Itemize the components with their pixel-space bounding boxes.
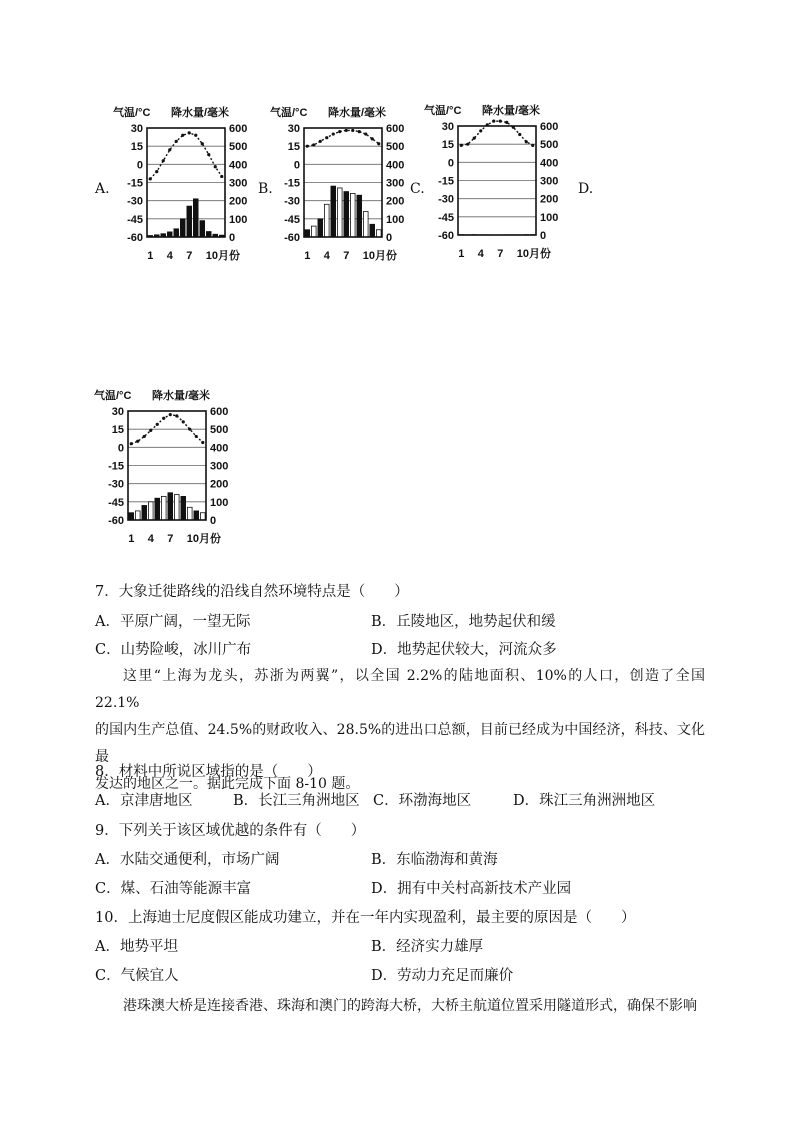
- precipitation-bar: [187, 507, 192, 520]
- temperature-point: [531, 144, 534, 147]
- temperature-tick-label: -30: [127, 195, 143, 208]
- precipitation-tick-label: 400: [386, 159, 405, 172]
- precipitation-bar: [135, 511, 140, 520]
- precipitation-axis-title: 降水量/毫米: [171, 107, 230, 119]
- precipitation-bar: [370, 224, 375, 237]
- month-tick-label: 10月份: [186, 533, 221, 545]
- precipitation-tick-label: 100: [210, 496, 229, 509]
- temperature-tick-label: 15: [111, 424, 124, 437]
- temperature-point: [175, 414, 178, 417]
- temperature-line: [150, 133, 222, 179]
- question-10-stem: 10．上海迪士尼度假区能成功建立，并在一年内实现盈利，最主要的原因是（ ）: [95, 910, 636, 926]
- precipitation-axis-title: 降水量/毫米: [152, 390, 211, 402]
- temperature-tick-label: 30: [287, 123, 300, 135]
- temperature-axis-title: 气温/°C: [424, 105, 462, 117]
- temperature-point: [505, 121, 508, 124]
- temperature-line: [307, 130, 379, 146]
- temperature-point: [351, 129, 354, 132]
- month-tick-label: 1: [458, 248, 465, 260]
- temperature-point: [130, 442, 133, 445]
- precipitation-bar: [200, 221, 205, 237]
- q7-option-b[interactable]: B．丘陵地区，地势起伏和缓: [371, 614, 556, 630]
- temperature-tick-label: 15: [130, 141, 143, 154]
- month-tick-label: 10月份: [362, 250, 397, 262]
- temperature-axis-title: 气温/°C: [94, 390, 132, 402]
- precipitation-axis-title: 降水量/毫米: [328, 107, 387, 119]
- temperature-tick-label: 15: [441, 139, 454, 152]
- temperature-point: [169, 413, 172, 416]
- temperature-point: [306, 145, 309, 148]
- temperature-point: [201, 142, 204, 145]
- precipitation-tick-label: 0: [229, 232, 236, 244]
- precipitation-bar: [331, 186, 336, 237]
- temperature-point: [181, 134, 184, 137]
- month-tick-label: 4: [147, 533, 154, 545]
- precipitation-bar: [181, 496, 186, 520]
- temperature-point: [338, 130, 341, 133]
- precipitation-tick-label: 100: [540, 211, 559, 224]
- precipitation-tick-label: 600: [540, 121, 559, 133]
- precipitation-bar: [193, 199, 198, 237]
- month-tick-label: 4: [477, 248, 484, 260]
- temperature-tick-label: 0: [117, 442, 124, 455]
- temperature-point: [358, 130, 361, 133]
- precipitation-tick-label: 500: [229, 141, 248, 154]
- temperature-point: [312, 143, 315, 146]
- precipitation-bar: [161, 496, 166, 520]
- temperature-point: [525, 140, 528, 143]
- temperature-tick-label: -60: [108, 515, 124, 527]
- temperature-tick-label: -30: [284, 195, 300, 208]
- precipitation-tick-label: 300: [210, 460, 229, 473]
- temperature-tick-label: -60: [284, 232, 300, 244]
- temperature-point: [143, 435, 146, 438]
- temperature-tick-label: -30: [108, 478, 124, 491]
- precipitation-bar: [168, 493, 173, 520]
- precipitation-tick-label: 300: [229, 177, 248, 190]
- month-tick-label: 1: [304, 250, 311, 262]
- temperature-point: [220, 175, 223, 178]
- precipitation-bar: [311, 226, 316, 237]
- precipitation-bar: [318, 219, 323, 237]
- precipitation-bar: [200, 513, 205, 520]
- precipitation-bar: [148, 502, 153, 520]
- q10-option-d[interactable]: D．劳动力充足而廉价: [371, 968, 514, 984]
- temperature-tick-label: -15: [127, 177, 143, 190]
- climate-chart-b: [270, 102, 415, 262]
- temperature-tick-label: 15: [287, 141, 300, 154]
- temperature-tick-label: -60: [438, 230, 454, 242]
- month-tick-label: 4: [323, 250, 330, 262]
- precipitation-bar: [363, 212, 368, 237]
- passage-hzmb-line-1: 港珠澳大桥是连接香港、珠海和澳门的跨海大桥，大桥主航道位置采用隧道形式，确保不影响: [123, 998, 697, 1014]
- temperature-line: [461, 121, 533, 145]
- precipitation-bar: [337, 188, 342, 237]
- temperature-tick-label: 0: [447, 157, 454, 170]
- precipitation-tick-label: 300: [540, 175, 559, 188]
- month-tick-label: 1: [128, 533, 135, 545]
- temperature-point: [194, 134, 197, 137]
- temperature-tick-label: -45: [127, 213, 143, 226]
- temperature-tick-label: -45: [284, 213, 300, 226]
- precipitation-tick-label: 400: [210, 442, 229, 455]
- precipitation-tick-label: 0: [386, 232, 393, 244]
- temperature-point: [168, 148, 171, 151]
- precipitation-tick-label: 500: [386, 141, 405, 154]
- question-8-stem: 8．材料中所说区域指的是（ ）: [95, 764, 322, 780]
- precipitation-tick-label: 600: [386, 123, 405, 135]
- precipitation-tick-label: 500: [540, 139, 559, 152]
- temperature-point: [371, 137, 374, 140]
- passage-hzmb-bridge: [95, 993, 705, 1020]
- precipitation-bar: [376, 230, 381, 237]
- temperature-tick-label: -60: [127, 232, 143, 244]
- temperature-point: [149, 177, 152, 180]
- precipitation-tick-label: 200: [210, 478, 229, 491]
- temperature-point: [214, 165, 217, 168]
- temperature-tick-label: -30: [438, 193, 454, 206]
- precipitation-tick-label: 500: [210, 424, 229, 437]
- precipitation-tick-label: 100: [229, 213, 248, 226]
- option-letter-d: D.: [578, 181, 594, 197]
- temperature-tick-label: 30: [111, 406, 124, 418]
- temperature-point: [182, 420, 185, 423]
- question-9-stem: 9．下列关于该区域优越的条件有（ ）: [95, 823, 366, 839]
- temperature-point: [377, 142, 380, 145]
- precipitation-tick-label: 400: [540, 157, 559, 170]
- precipitation-tick-label: 0: [210, 515, 217, 527]
- temperature-tick-label: 30: [130, 123, 143, 135]
- q9-option-c[interactable]: C．煤、石油等能源丰富: [95, 881, 252, 897]
- precipitation-bar: [344, 192, 349, 237]
- temperature-point: [201, 441, 204, 444]
- precipitation-tick-label: 0: [540, 230, 547, 242]
- temperature-tick-label: -45: [438, 211, 454, 224]
- q7-option-c[interactable]: C．山势险峻，冰川广布: [95, 642, 252, 658]
- precipitation-axis-title: 降水量/毫米: [482, 105, 541, 117]
- passage-line-3: 发达的地区之一。据此完成下面 8-10 题。: [95, 776, 360, 792]
- month-tick-label: 7: [167, 533, 174, 545]
- temperature-point: [162, 417, 165, 420]
- temperature-point: [460, 144, 463, 147]
- temperature-point: [492, 120, 495, 123]
- temperature-tick-label: -15: [284, 177, 300, 190]
- precipitation-bar: [155, 498, 160, 520]
- precipitation-tick-label: 200: [386, 195, 405, 208]
- precipitation-tick-label: 100: [386, 213, 405, 226]
- q8-option-d[interactable]: D．珠江三角洲洲地区: [513, 793, 656, 809]
- precipitation-tick-label: 200: [540, 193, 559, 206]
- precipitation-bar: [174, 495, 179, 520]
- month-tick-label: 10月份: [516, 248, 551, 260]
- month-tick-label: 4: [166, 250, 173, 262]
- q8-option-a[interactable]: A．京津唐地区: [95, 793, 193, 809]
- temperature-tick-label: -15: [438, 175, 454, 188]
- climate-chart-c: [424, 100, 569, 260]
- temperature-point: [518, 133, 521, 136]
- temperature-point: [188, 428, 191, 431]
- temperature-point: [149, 429, 152, 432]
- temperature-point: [332, 132, 335, 135]
- q9-option-a[interactable]: A．水陆交通便利，市场广阔: [95, 852, 280, 868]
- temperature-point: [325, 136, 328, 139]
- q8-option-c[interactable]: C．环渤海地区: [373, 793, 472, 809]
- temperature-point: [473, 137, 476, 140]
- temperature-tick-label: 30: [441, 121, 454, 133]
- precipitation-bar: [324, 204, 329, 237]
- month-tick-label: 10月份: [205, 250, 240, 262]
- temperature-point: [479, 129, 482, 132]
- q9-option-d[interactable]: D．拥有中关村高新技术产业园: [371, 881, 572, 897]
- precipitation-bar: [142, 505, 147, 520]
- precipitation-bar: [187, 206, 192, 237]
- temperature-axis-title: 气温/°C: [113, 107, 151, 119]
- precipitation-tick-label: 600: [229, 123, 248, 135]
- passage-line-1: 这里“上海为龙头，苏浙为两翼”，以全国 2.2%的陆地面积、10%的人口，创造了全国 22.1%: [95, 668, 705, 711]
- temperature-tick-label: 0: [293, 159, 300, 172]
- precipitation-bar: [350, 193, 355, 237]
- temperature-point: [345, 129, 348, 132]
- q10-option-b[interactable]: B．经济实力雄厚: [371, 939, 484, 955]
- temperature-point: [162, 159, 165, 162]
- precipitation-bar: [174, 229, 179, 237]
- q10-option-c[interactable]: C．气候宜人: [95, 968, 179, 984]
- q7-option-d[interactable]: D．地势起伏较大，河流众多: [371, 642, 557, 658]
- passage-line-2: 的国内生产总值、24.5%的财政收入、28.5%的进出口总额，目前已经成为中国经济，科技、文化最: [95, 722, 705, 765]
- temperature-tick-label: -45: [108, 496, 124, 509]
- temperature-axis-title: 气温/°C: [270, 107, 308, 119]
- month-tick-label: 7: [343, 250, 350, 262]
- temperature-point: [195, 435, 198, 438]
- temperature-point: [207, 153, 210, 156]
- question-7-stem: 7．大象迁徙路线的沿线自然环境特点是（ ）: [95, 584, 409, 600]
- precipitation-tick-label: 600: [210, 406, 229, 418]
- precipitation-bar: [206, 232, 211, 237]
- precipitation-bar: [357, 195, 362, 237]
- temperature-point: [155, 170, 158, 173]
- option-letter-b: B.: [258, 181, 273, 197]
- q10-option-a[interactable]: A．地势平坦: [95, 939, 178, 955]
- month-tick-label: 7: [186, 250, 193, 262]
- precipitation-tick-label: 200: [229, 195, 248, 208]
- temperature-tick-label: 0: [136, 159, 143, 172]
- temperature-point: [499, 120, 502, 123]
- temperature-tick-label: -15: [108, 460, 124, 473]
- climate-chart-d: [94, 385, 239, 545]
- climate-chart-a: [113, 102, 258, 262]
- precipitation-bar: [305, 230, 310, 237]
- temperature-point: [364, 132, 367, 135]
- month-tick-label: 1: [147, 250, 154, 262]
- temperature-point: [466, 143, 469, 146]
- q7-option-a[interactable]: A．平原广阔，一望无际: [95, 614, 251, 630]
- precipitation-tick-label: 300: [386, 177, 405, 190]
- month-tick-label: 7: [497, 248, 504, 260]
- precipitation-bar: [129, 513, 134, 520]
- temperature-point: [319, 140, 322, 143]
- option-letter-a: A.: [95, 181, 110, 197]
- temperature-point: [175, 140, 178, 143]
- option-letter-c: C.: [410, 181, 425, 197]
- temperature-point: [136, 440, 139, 443]
- precipitation-bar: [180, 219, 185, 237]
- temperature-point: [188, 131, 191, 134]
- q8-option-b[interactable]: B．长江三角洲地区: [233, 793, 360, 809]
- precipitation-bar: [194, 511, 199, 520]
- q9-option-b[interactable]: B．东临渤海和黄海: [371, 852, 498, 868]
- precipitation-tick-label: 400: [229, 159, 248, 172]
- temperature-point: [156, 423, 159, 426]
